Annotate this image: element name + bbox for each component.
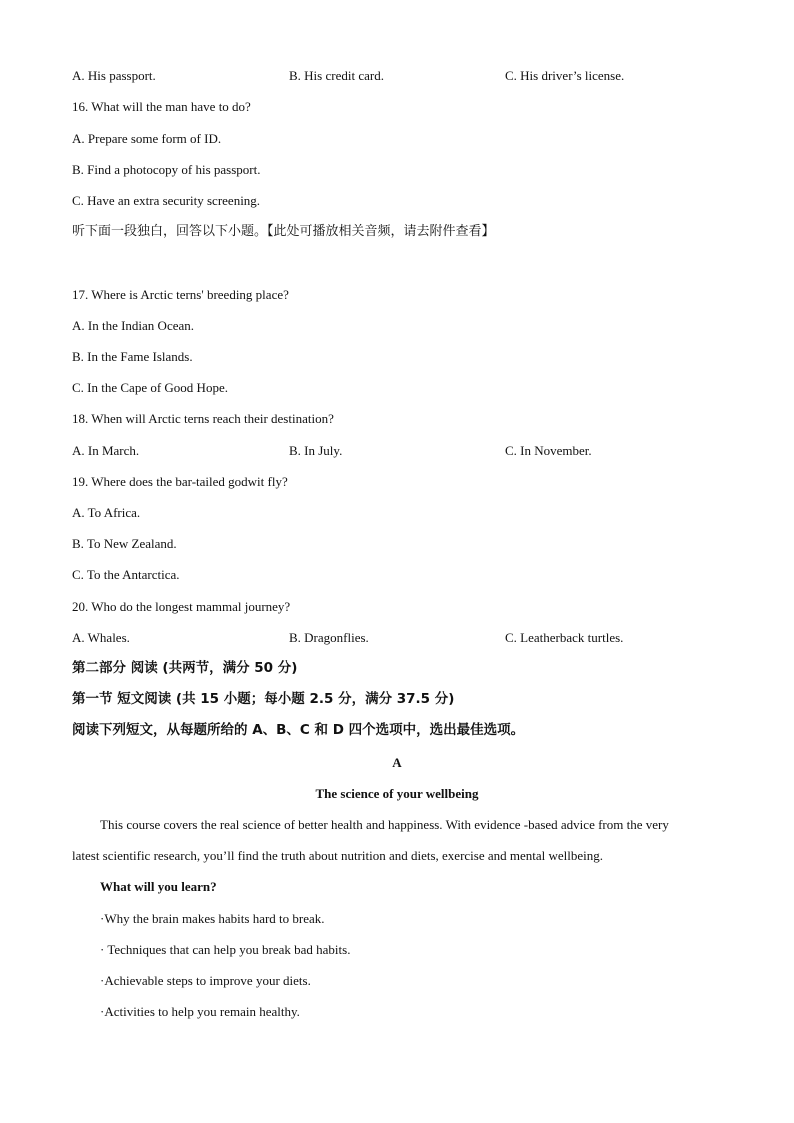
q15-option-c: C. His driver’s license.	[505, 68, 625, 83]
q19-option-b: B. To New Zealand.	[72, 536, 177, 551]
q20-question: 20. Who do the longest mammal journey?	[72, 599, 291, 614]
q18-option-a: A. In March.	[72, 443, 140, 458]
passage-para1-line2: latest scientific research, you’ll find the truth about nutrition and diets, exercise and mental wellbeing.	[72, 848, 604, 863]
q17-option-c: C. In the Cape of Good Hope.	[72, 380, 228, 395]
q18-option-b: B. In July.	[289, 443, 343, 458]
q15-option-b: B. His credit card.	[289, 68, 384, 83]
q18-option-c: C. In November.	[505, 443, 592, 458]
reading-instruction: 阅读下列短文，从每题所给的 A、B、C 和 D 四个选项中，选出最佳选项。	[72, 722, 525, 738]
part2-title: 第二部分 阅读 (共两节，满分 50 分)	[72, 660, 298, 676]
q18-question: 18. When will Arctic terns reach their destination?	[72, 411, 334, 426]
q19-option-a: A. To Africa.	[72, 505, 141, 520]
monologue-instruction: 听下面一段独白，回答以下小题。【此处可播放相关音频，请去附件查看】	[72, 224, 495, 239]
bullet-item: · Techniques that can help you break bad habits.	[100, 942, 351, 957]
q17-question: 17. Where is Arctic terns' breeding place?	[72, 287, 289, 302]
bullet-item: ·Activities to help you remain healthy.	[100, 1004, 300, 1019]
section1-title: 第一节 短文阅读 (共 15 小题；每小题 2.5 分，满分 37.5 分)	[72, 691, 455, 707]
q19-option-c: C. To the Antarctica.	[72, 567, 180, 582]
q16-option-b: B. Find a photocopy of his passport.	[72, 162, 261, 177]
q15-option-a: A. His passport.	[72, 68, 156, 83]
q16-option-a: A. Prepare some form of ID.	[72, 131, 222, 146]
q20-option-c: C. Leatherback turtles.	[505, 630, 624, 645]
bullet-item: ·Achievable steps to improve your diets.	[100, 973, 311, 988]
q17-option-b: B. In the Fame Islands.	[72, 349, 193, 364]
q19-question: 19. Where does the bar-tailed godwit fly?	[72, 474, 288, 489]
q16-question: 16. What will the man have to do?	[72, 99, 251, 114]
bullet-item: ·Why the brain makes habits hard to break.	[100, 911, 325, 926]
passage-para1-line1: This course covers the real science of better health and happiness. With evidence -based advice from the very	[100, 817, 669, 832]
q20-option-a: A. Whales.	[72, 630, 130, 645]
passage-subheading: What will you learn?	[100, 879, 217, 894]
q17-option-a: A. In the Indian Ocean.	[72, 318, 195, 333]
passage-letter: A	[392, 755, 402, 770]
q20-option-b: B. Dragonflies.	[289, 630, 369, 645]
q16-option-c: C. Have an extra security screening.	[72, 193, 261, 208]
passage-title: The science of your wellbeing	[315, 786, 479, 801]
